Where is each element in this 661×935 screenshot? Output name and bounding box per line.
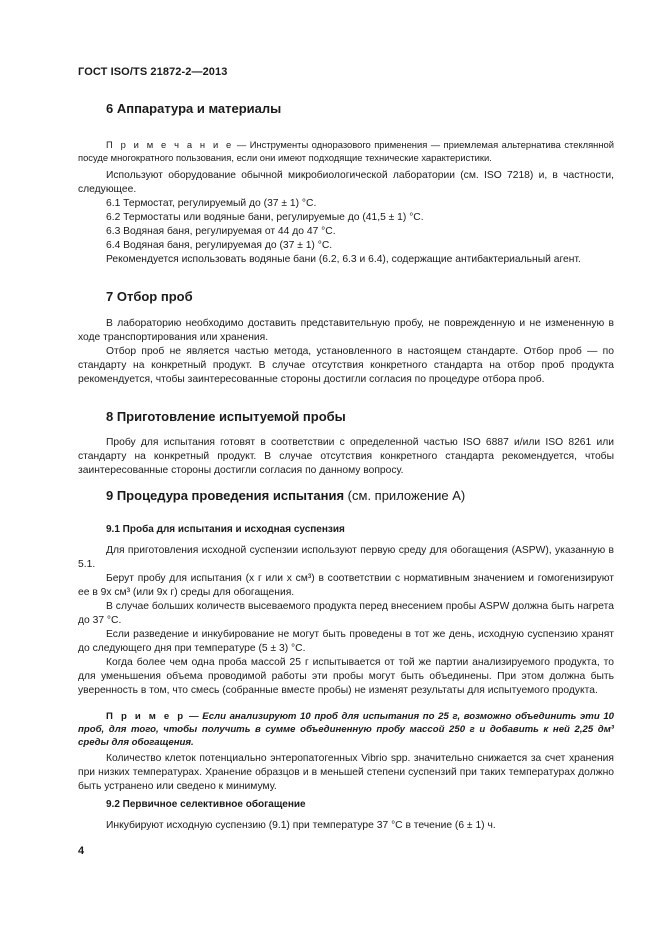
example-label: П р и м е р — [106, 711, 186, 722]
section-9-paragraph-1: Для приготовления исходной суспензии используют первую среду для обогащения (ASPW), указанную в 5.1. — [78, 545, 614, 571]
section-9-paragraph-2: Берут пробу для испытания (x г или x см³) в соответствии с нормативным значением и гомогенизируют ее в 9x см³ (или 9x г) среды для обогащения. — [78, 573, 614, 599]
equipment-item-6-3: 6.3 Водяная баня, регулируемая от 44 до 47 °С. — [106, 226, 336, 237]
section-8-paragraph-1: Пробу для испытания готовят в соответствии с определенной частью ISO 6887 и/или ISO 8261 или стандарту на конкретный продукт. В случае отсутствия конкретного стандарта рекомендуется, чтобы заинтересованные стороны достигли согласия по данному вопросу. — [78, 437, 614, 477]
section-9-paragraph-5: Когда более чем одна проба массой 25 г испытывается от той же партии анализируемого продукта, то для уменьшения объема проводимой работы эти пробы могут быть объединены. При этом должна быть уверенность в том, что смесь (собранные вместе пробы) не изменят результаты для испытуемого продукта. — [78, 657, 614, 697]
note-label: П р и м е ч а н и е — [106, 139, 234, 150]
equipment-item-6-2: 6.2 Термостаты или водяные бани, регулируемые до (41,5 ± 1) °С. — [106, 212, 424, 223]
note-text: — Инструменты одноразового применения — приемлемая альтернатива стеклянной посуде многократного пользования, если они имеют подходящие технические характеристики. — [78, 139, 614, 163]
example-text: — Если анализируют 10 проб для испытания по 25 г, возможно объединить эти 10 проб, для того, чтобы получить в сумме объединенную пробу массой 250 г и добавить к ней 2,25 дм³ среды для обогащения. — [78, 711, 614, 748]
section-6-paragraph-1: Используют оборудование обычной микробиологической лаборатории (см. ISO 7218) и, в частности, следующее. — [78, 170, 614, 196]
page-number: 4 — [78, 845, 85, 857]
section-7-paragraph-2: Отбор проб не является частью метода, установленного в настоящем стандарте. Отбор проб — по стандарту на конкретный продукт. В случае отсутствия конкретного стандарта на отбор проб продукта рекомендуется, чтобы заинтересованные стороны достигли согласия по процедуре отбора проб. — [78, 346, 614, 386]
section-9-title: 9 Процедура проведения испытания — [106, 488, 345, 503]
document-header: ГОСТ ISO/TS 21872-2—2013 — [78, 66, 228, 78]
section-8-heading: 8 Приготовление испытуемой пробы — [106, 409, 346, 424]
section-7-heading: 7 Отбор проб — [106, 289, 193, 304]
subsection-9-2-heading: 9.2 Первичное селективное обогащение — [106, 799, 306, 810]
section-9-paragraph-6: Количество клеток потенциально энтеропатогенных Vibrio spp. значительно снижается за счет хранения при низких температурах. Хранение образцов и в меньшей степени суспензий при таких температурах должно быть устранено или сведено к минимуму. — [78, 753, 614, 793]
equipment-item-6-4: 6.4 Водяная баня, регулируемая до (37 ± 1) °С. — [106, 240, 333, 251]
subsection-9-1-heading: 9.1 Проба для испытания и исходная суспензия — [106, 524, 345, 535]
section-9-heading — [106, 488, 465, 503]
section-6-note — [78, 139, 614, 164]
equipment-item-6-1: 6.1 Термостат, регулируемый до (37 ± 1) °С. — [106, 198, 317, 209]
section-9-title-suffix: (см. приложение А) — [344, 488, 466, 503]
section-9-paragraph-3: В случае больших количеств высеваемого продукта перед внесением пробы ASPW должна быть нагрета до 37 °С. — [78, 601, 614, 627]
section-7-paragraph-1: В лабораторию необходимо доставить представительную пробу, не поврежденную и не измененную в ходе транспортирования или хранения. — [78, 318, 614, 344]
section-9-paragraph-7: Инкубируют исходную суспензию (9.1) при температуре 37 °С в течение (6 ± 1) ч. — [106, 820, 496, 831]
section-6-heading: 6 Аппаратура и материалы — [106, 101, 282, 116]
section-9-example — [78, 710, 614, 749]
section-9-paragraph-4: Если разведение и инкубирование не могут быть проведены в тот же день, исходную суспензию хранят до следующего дня при температуре (5 ± 3) °С. — [78, 629, 614, 655]
section-6-paragraph-2: Рекомендуется использовать водяные бани (6.2, 6.3 и 6.4), содержащие антибактериальный агент. — [106, 254, 581, 265]
